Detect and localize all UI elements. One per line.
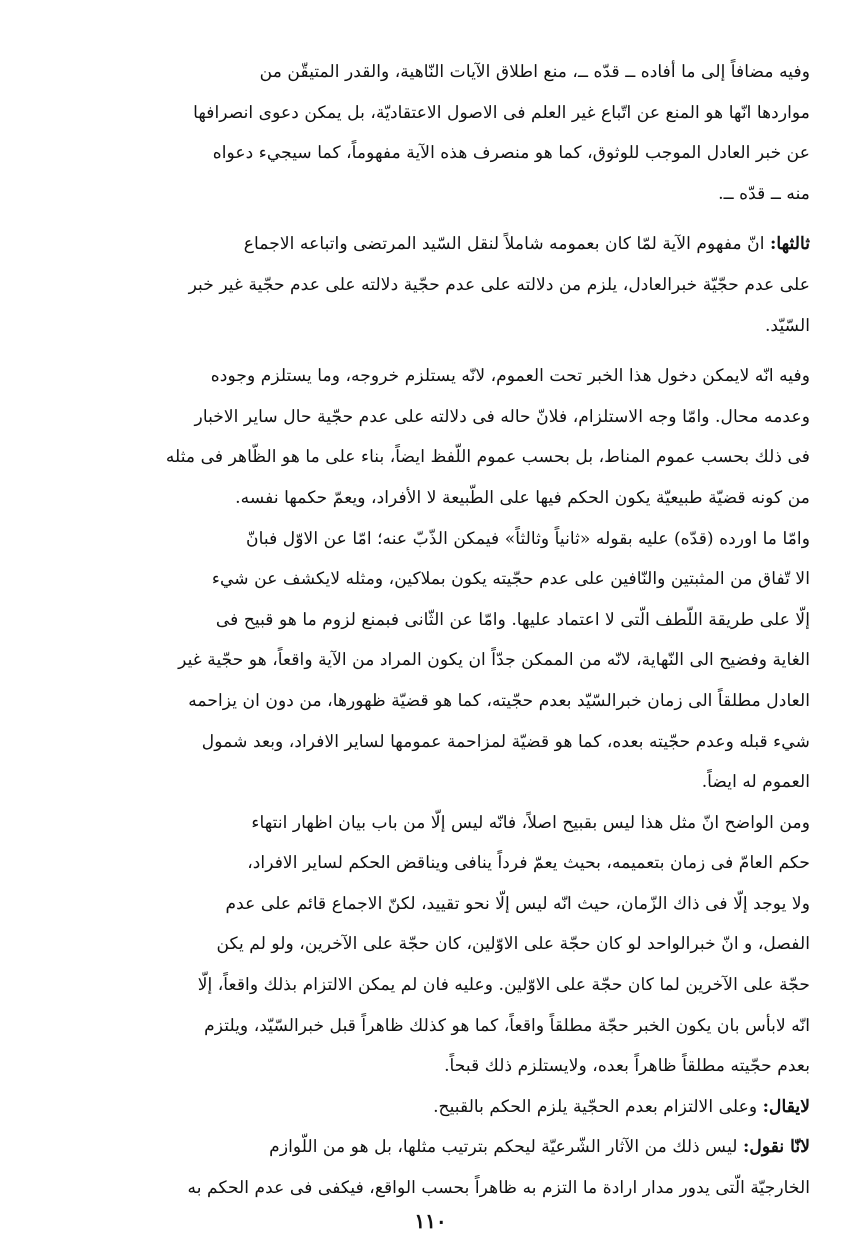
- text-line: السّيّد.: [764, 315, 810, 336]
- paragraph-4: [98, 519, 810, 803]
- paragraph-7: [98, 1127, 810, 1208]
- paragraph-5: [98, 803, 810, 1087]
- page-number: ١١٠: [414, 1209, 447, 1233]
- text-line: من كونه قضيّة طبيعيّة يكون الحكم فيها على الطّبيعة لا الأفراد، ويعمّ حكمها نفسه.: [235, 487, 810, 508]
- text-line: حجّة على الآخرين لما كان حجّة على الاوّلين. وعليه فان لم يمكن الالتزام بذلك واقعاً، إلّا: [197, 975, 810, 996]
- text-line: انّه لابأس بان يكون الخبر حجّة مطلقاً واقعاً، كما هو كذلك ظاهراً قبل خبرالسّيّد، ويلتزم: [204, 1015, 810, 1036]
- body-text: [98, 52, 810, 1209]
- text-line: فى ذلك بحسب عموم المناط، بل بحسب عموم اللّفظ ايضاً، بناء على ما هو الظّاهر فى مثله: [165, 447, 810, 468]
- paragraph-2: [98, 224, 810, 346]
- text-line: الخارجيّة الّتى يدور مدار ارادة ما التزم به ظاهراً بحسب الواقع، فيكفى فى عدم الحكم به: [187, 1178, 810, 1199]
- text-line: شيء قبله وعدم حجّيته بعده، كما هو قضيّة لمزاحمة عمومها لساير الافراد، وبعد شمول: [201, 731, 810, 752]
- text-line: الا تّفاق من المثبتين والنّافين على عدم حجّيته يكون بملاكين، ومثله لايكشف عن شيء: [211, 569, 810, 590]
- text-run: انّ مفهوم الآية لمّا كان بعمومه شاملاً لنقل السّيد المرتضى واتباعه الاجماع: [243, 234, 771, 255]
- text-line: [98, 1127, 810, 1168]
- text-line: العموم له ايضاً.: [701, 772, 810, 793]
- text-line: وامّا ما اورده (قدّه) عليه بقوله «ثانياً وثالثاً» فيمكن الذّبّ عنه؛ امّا عن الاوّل فبانّ: [246, 528, 810, 549]
- text-line: [98, 224, 810, 265]
- paragraph-lead: ثالثها:: [770, 234, 810, 255]
- text-line: منه ــ قدّه ــ.: [718, 183, 810, 204]
- paragraph-lead: لايقال:: [762, 1096, 810, 1117]
- text-line: حكم العامّ فى زمان بتعميمه، بحيث يعمّ فرداً ينافى ويناقض الحكم لساير الافراد،: [247, 853, 810, 874]
- text-run: وعلى الالتزام بعدم الحجّية يلزم الحكم بالقبيح.: [433, 1096, 763, 1117]
- paragraph-1: [98, 52, 810, 214]
- text-line: ومن الواضح انّ مثل هذا ليس بقبيح اصلاً، فانّه ليس إلّا من باب بيان اظهار انتهاء: [251, 812, 810, 833]
- text-line: [98, 1087, 810, 1128]
- text-line: عن خبر العادل الموجب للوثوق، كما هو منصرف هذه الآية مفهوماً، كما سيجيء دعواه: [212, 143, 810, 164]
- text-line: بعدم حجّيته مطلقاً ظاهراً بعده، ولايستلزم ذلك قبحاً.: [444, 1056, 810, 1077]
- paragraph-6: [98, 1087, 810, 1128]
- text-line: الغاية وفضيح الى النّهاية، لانّه من الممكن جدّاً ان يكون المراد من الآية واقعاً، هو حجّية غير: [178, 650, 810, 671]
- text-line: ولا يوجد إلّا فى ذاك الزّمان، حيث انّه ليس إلّا نحو تقييد، لكنّ الاجماع قائم على عدم: [225, 893, 810, 914]
- paragraph-lead: لانّا نقول:: [743, 1137, 810, 1158]
- text-line: على عدم حجّيّة خبرالعادل، يلزم من دلالته على عدم حجّية دلالته على عدم حجّية غير خبر: [188, 274, 810, 295]
- text-line: العادل مطلقاً الى زمان خبرالسّيّد بعدم حجّيته، كما هو قضيّة ظهورها، من دون ان يزاحمه: [188, 690, 810, 711]
- text-line: وفيه انّه لايمكن دخول هذا الخبر تحت العموم، لانّه يستلزم خروجه، وما يستلزم وجوده: [210, 366, 810, 387]
- paragraph-3: [98, 356, 810, 518]
- text-line: وفيه مضافاً إلى ما أفاده ــ قدّه ــ، منع اطلاق الآيات النّاهية، والقدر المتيقّن من: [259, 62, 810, 82]
- text-line: إلّا على طريقة اللّطف الّتى لا اعتماد عليها. وامّا عن الثّانى فبمنع لزوم ما هو قبيح فى: [215, 609, 810, 630]
- text-line: الفصل، و انّ خبرالواحد لو كان حجّة على الاوّلين، كان حجّة على الآخرين، ولو لم يكن: [216, 934, 810, 955]
- text-line: مواردها انّها هو المنع عن اتّباع غير العلم فى الاصول الاعتقاديّة، بل يمكن دعوى انصرافها: [193, 102, 810, 123]
- text-run: ليس ذلك من الآثار الشّرعيّة ليحكم بترتيب مثلها، بل هو من اللّوازم: [269, 1137, 743, 1158]
- text-line: وعدمه محال. وامّا وجه الاستلزام، فلانّ حاله فى دلالته على عدم حجّية حال ساير الاخبار: [194, 406, 810, 427]
